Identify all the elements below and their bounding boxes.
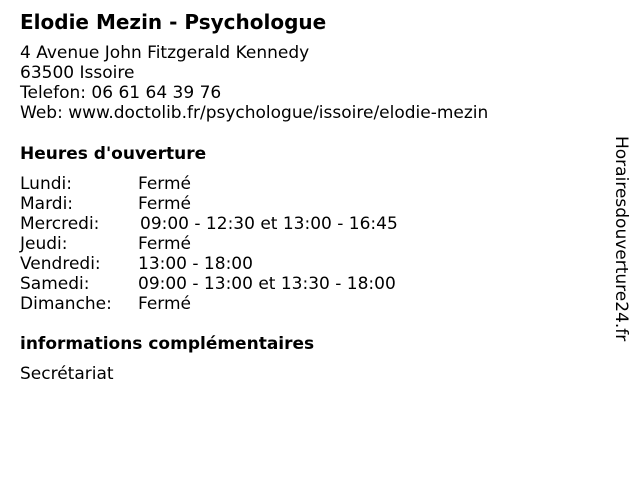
additional-info-text: Secrétariat [20,364,114,384]
hours-row-wednesday [20,214,398,234]
hours-row-sunday [20,294,398,314]
day-hours: Fermé [138,174,192,194]
day-hours: 09:00 - 13:00 et 13:30 - 18:00 [138,274,396,294]
phone-number: Telefon: 06 61 64 39 76 [20,83,222,103]
opening-hours-heading: Heures d'ouverture [20,144,207,164]
day-hours: Fermé [138,234,192,254]
hours-row-monday [20,174,398,194]
page-title: Elodie Mezin - Psychologue [20,10,327,34]
day-label: Mercredi: [20,214,100,234]
day-hours: 09:00 - 12:30 et 13:00 - 16:45 [140,214,398,234]
website-link: Web: www.doctolib.fr/psychologue/issoire/elodie-mezin [20,103,489,123]
day-hours: Fermé [138,194,192,214]
day-hours: 13:00 - 18:00 [138,254,253,274]
hours-row-friday [20,254,398,274]
day-label: Dimanche: [20,294,112,314]
hours-row-saturday [20,274,398,294]
day-label: Lundi: [20,174,72,194]
hours-row-thursday [20,234,398,254]
opening-hours-table [20,174,398,314]
day-label: Jeudi: [20,234,68,254]
address-line-city: 63500 Issoire [20,63,135,83]
address-line-street: 4 Avenue John Fitzgerald Kennedy [20,43,310,63]
contact-block [20,43,488,123]
day-label: Mardi: [20,194,74,214]
site-watermark: Horairesdouverture24.fr [611,136,631,342]
day-hours: Fermé [138,294,192,314]
hours-row-tuesday [20,194,398,214]
additional-info-heading: informations complémentaires [20,334,315,354]
day-label: Vendredi: [20,254,101,274]
day-label: Samedi: [20,274,90,294]
